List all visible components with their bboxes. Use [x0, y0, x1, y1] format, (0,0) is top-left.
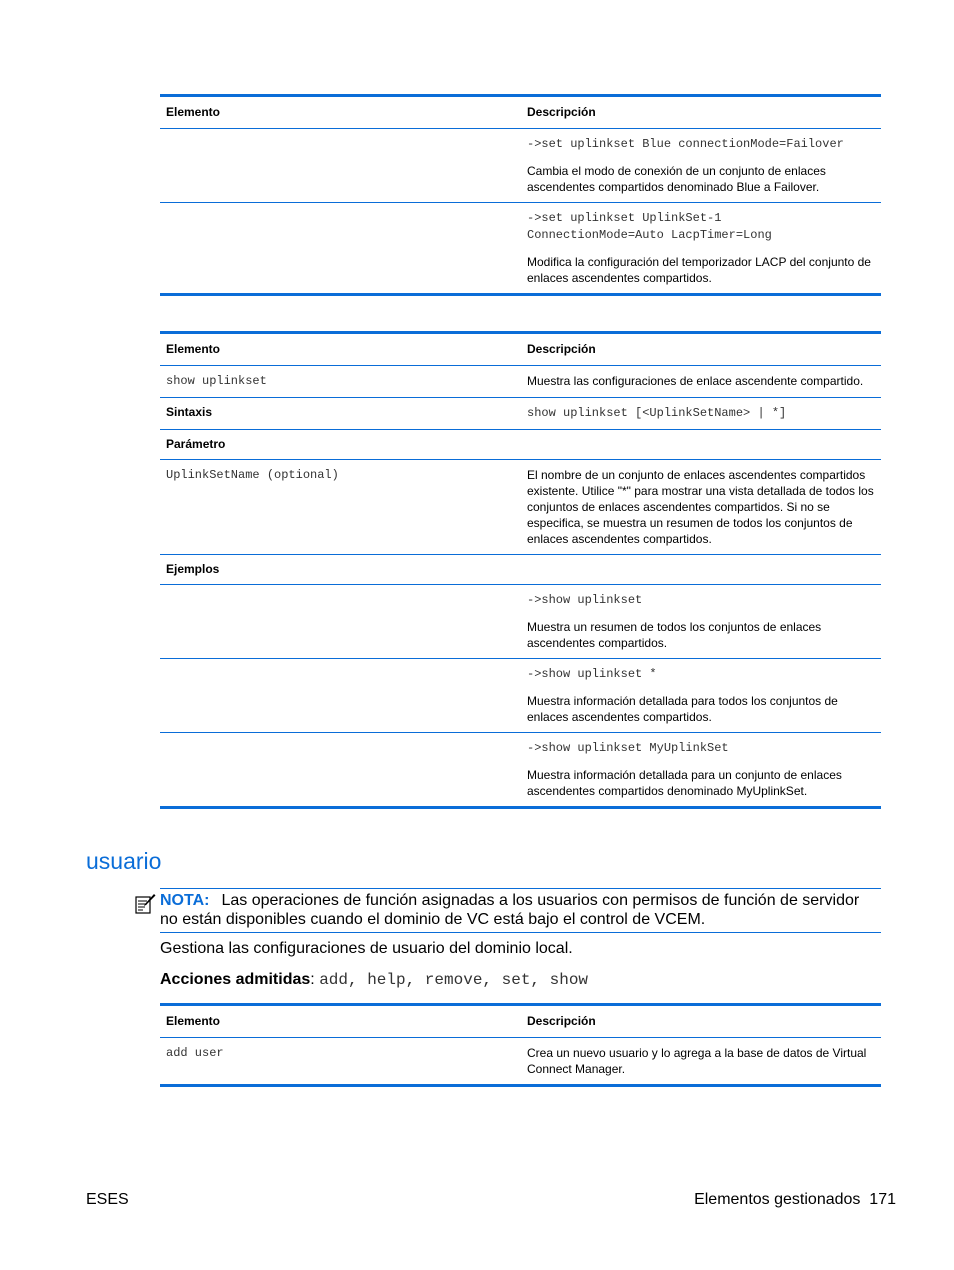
table-row — [160, 554, 881, 584]
actions-list: add, help, remove, set, show — [319, 971, 589, 989]
actions-label: Acciones admitidas — [160, 971, 311, 988]
table-row — [160, 202, 881, 293]
table-add-user — [160, 1003, 881, 1087]
footer-left: ESES — [86, 1191, 129, 1208]
note-label: NOTA: — [160, 892, 210, 909]
example-description: Modifica la configuración del temporizador LACP del conjunto de enlaces ascendentes compartidos. — [527, 255, 871, 285]
syntax-value: show uplinkset [<UplinkSetName> | *] — [527, 406, 787, 420]
table-row — [160, 128, 881, 202]
table-row — [160, 1037, 881, 1084]
example-command: ->show uplinkset MyUplinkSet — [527, 741, 729, 755]
example-command: ->set uplinkset Blue connectionMode=Failover — [527, 137, 844, 151]
command-description: Crea un nuevo usuario y lo agrega a la base de datos de Virtual Connect Manager. — [527, 1046, 867, 1076]
example-description: Muestra información detallada para todos los conjuntos de enlaces ascendentes compartidos. — [527, 694, 838, 724]
footer-section-name: Elementos gestionados — [694, 1191, 861, 1208]
table-row — [160, 584, 881, 658]
col-element-header: Elemento — [166, 342, 221, 356]
example-command-cont: ConnectionMode=Auto LacpTimer=Long — [527, 228, 772, 242]
supported-actions: Acciones admitidas: add, help, remove, set, show — [160, 971, 589, 989]
table-row — [160, 365, 881, 397]
footer-right — [694, 1191, 896, 1209]
intro-paragraph: Gestiona las configuraciones de usuario del dominio local. — [160, 940, 573, 957]
command-name: add user — [166, 1046, 224, 1060]
note-text: Las operaciones de función asignadas a los usuarios con permisos de función de servidor no están disponibles cuando el dominio de VC está bajo el control de VCEM. — [160, 892, 860, 928]
note-icon — [134, 893, 156, 915]
col-description-header: Descripción — [527, 1014, 596, 1028]
parameter-name: UplinkSetName (optional) — [166, 468, 339, 482]
table-header — [160, 97, 881, 128]
table-header — [160, 334, 881, 365]
example-description: Cambia el modo de conexión de un conjunto de enlaces ascendentes compartidos denominado Blue a Failover. — [527, 164, 826, 194]
parameter-label: Parámetro — [166, 437, 226, 451]
example-description: Muestra un resumen de todos los conjuntos de enlaces ascendentes compartidos. — [527, 620, 822, 650]
syntax-label: Sintaxis — [166, 405, 213, 419]
example-command: ->show uplinkset — [527, 593, 643, 607]
command-name: show uplinkset — [166, 374, 267, 388]
example-description: Muestra información detallada para un conjunto de enlaces ascendentes compartidos denominado MyUplinkSet. — [527, 768, 842, 798]
page-number: 171 — [869, 1191, 896, 1208]
col-description-header: Descripción — [527, 342, 596, 356]
command-description: Muestra las configuraciones de enlace ascendente compartido. — [527, 374, 864, 388]
section-title: usuario — [86, 848, 162, 874]
table-row — [160, 459, 881, 554]
col-element-header: Elemento — [166, 1014, 221, 1028]
table-set-uplinkset-examples — [160, 94, 881, 296]
example-command: ->set uplinkset UplinkSet-1 — [527, 211, 722, 225]
example-command: ->show uplinkset * — [527, 667, 657, 681]
col-description-header: Descripción — [527, 105, 596, 119]
table-row — [160, 658, 881, 732]
table-row — [160, 397, 881, 429]
table-show-uplinkset — [160, 331, 881, 809]
table-header — [160, 1006, 881, 1037]
note-box — [160, 888, 881, 933]
parameter-description: El nombre de un conjunto de enlaces ascendentes compartidos existente. Utilice "*" para mostrar una vista detallada de todos los conjuntos de enlaces ascendentes compartidos. Si no se especifica, se muestra un resumen de todos los conjuntos de enlaces ascendentes compartidos. — [527, 468, 874, 546]
examples-label: Ejemplos — [166, 562, 220, 576]
table-row — [160, 732, 881, 806]
table-row — [160, 429, 881, 459]
col-element-header: Elemento — [166, 105, 221, 119]
